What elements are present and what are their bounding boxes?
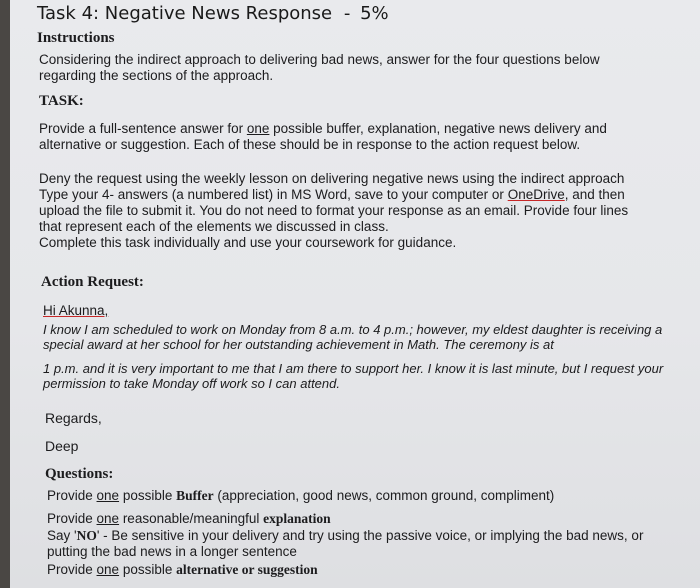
request-body-line-1: I know I am scheduled to work on Monday from 8 a.m. to 4 p.m.; however, my eldest daughter is receiving a	[43, 322, 663, 337]
bold-term: explanation	[263, 511, 331, 526]
document-page	[10, 0, 700, 588]
task-paragraph-1-line-2: alternative or suggestion. Each of these should be in response to the action request below.	[39, 137, 581, 152]
title-dash: -	[343, 3, 351, 24]
task-weight: 5%	[360, 3, 389, 24]
request-body-line-3: 1 p.m. and it is very important to me that I am there to support her. I know it is last minute, but I request your	[43, 361, 664, 376]
text-run: Say '	[47, 528, 77, 543]
text-run: Provide a full-sentence answer for	[39, 121, 247, 136]
text-run: Type your 4- answers (a numbered list) in MS Word, save to your computer or	[39, 187, 508, 202]
page-title	[37, 3, 389, 24]
underlined-text: one	[246, 121, 270, 136]
task-paragraph-2-line-1: Deny the request using the weekly lesson on delivering negative news using the indirect approach	[39, 171, 625, 186]
onedrive-word: OneDrive	[507, 187, 565, 202]
text-run: possible	[119, 488, 177, 503]
text-run: Provide	[47, 511, 97, 526]
task-paragraph-2-line-2	[39, 187, 625, 202]
text-run: possible buffer, explanation, negative news delivery and	[269, 121, 607, 136]
task-paragraph-2-line-5: Complete this task individually and use your coursework for guidance.	[39, 235, 457, 250]
question-alternative	[47, 562, 318, 578]
questions-heading: Questions:	[45, 466, 114, 482]
task-paragraph-2-line-3: upload the file to submit it. You do not need to format your response as an email. Provide four lines	[39, 203, 629, 218]
action-request-heading: Action Request:	[41, 274, 144, 290]
greeting	[43, 303, 108, 318]
text-run: possible	[119, 562, 177, 577]
question-say-no	[47, 528, 643, 544]
text-run: Provide	[47, 562, 97, 577]
closing: Regards,	[45, 410, 102, 426]
question-explanation	[47, 511, 331, 527]
instructions-line-1: Considering the indirect approach to delivering bad news, answer for the four questions below	[39, 52, 600, 67]
task-title: Task 4: Negative News Response	[37, 3, 333, 24]
question-buffer	[47, 488, 554, 504]
instructions-heading: Instructions	[37, 30, 115, 46]
underlined-text: one	[96, 488, 120, 503]
question-say-no-line-2: putting the bad news in a longer sentence	[47, 544, 297, 559]
task-paragraph-1-line-1	[39, 121, 607, 136]
greeting-text: Hi Akunna,	[43, 303, 109, 318]
bold-term: NO	[76, 528, 97, 543]
underlined-text: one	[96, 511, 120, 526]
task-paragraph-2-line-4: that represent each of the elements we discussed in class.	[39, 219, 389, 234]
text-run: Provide	[47, 488, 97, 503]
text-run: (appreciation, good news, common ground, compliment)	[213, 488, 555, 503]
bold-term: Buffer	[176, 488, 214, 503]
request-body-line-2: special award at her school for her outstanding achievement in Math. The ceremony is at	[43, 337, 554, 352]
signature: Deep	[45, 438, 79, 454]
task-heading: TASK:	[39, 93, 84, 109]
text-run: , and then	[564, 187, 625, 202]
underlined-text: one	[96, 562, 120, 577]
request-body-line-4: permission to take Monday off work so I can attend.	[43, 376, 340, 391]
bold-term: alternative or suggestion	[176, 562, 318, 577]
text-run: reasonable/meaningful	[119, 511, 264, 526]
instructions-line-2: regarding the sections of the approach.	[39, 68, 274, 83]
text-run: ' - Be sensitive in your delivery and try using the passive voice, or implying the bad news, or	[96, 528, 644, 543]
